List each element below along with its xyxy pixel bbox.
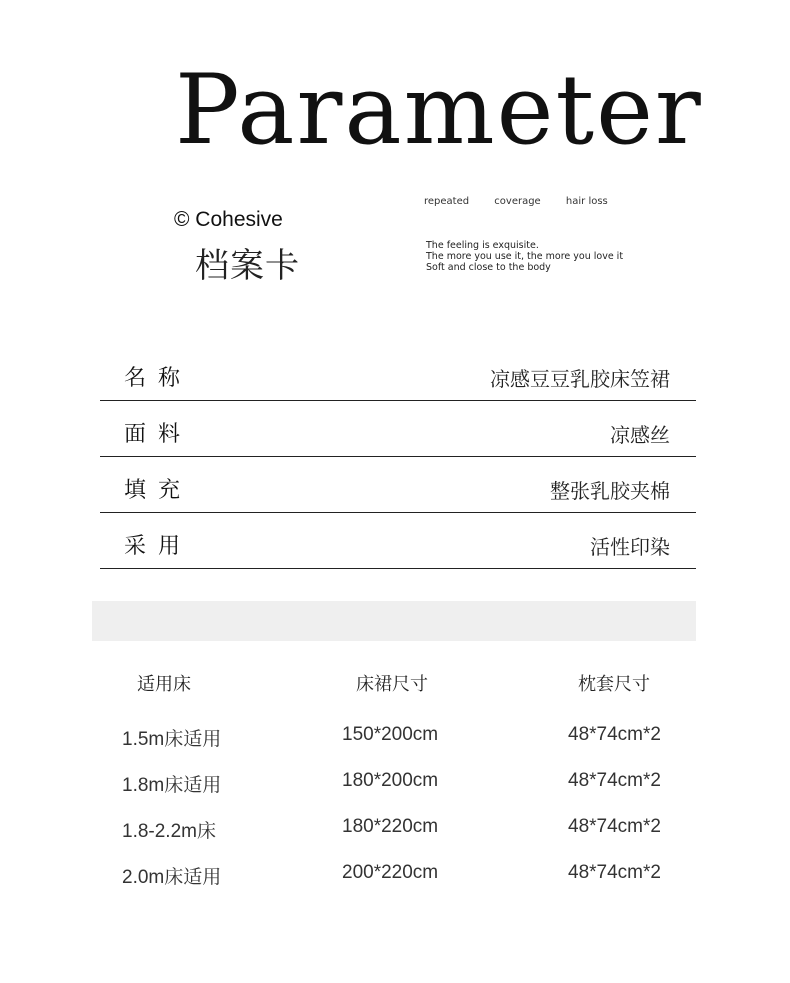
param-label: 填充 [124,478,193,503]
tag-repeated: repeated [424,196,470,207]
param-row-printing [100,513,696,569]
slogan-line: Soft and close to the body [426,262,551,273]
table-cell-pillowcase-size: 48*74cm*2 [568,724,661,745]
slogan-line: The feeling is exquisite. [426,240,539,251]
tag-hair-loss: hair loss [565,196,608,207]
param-label: 名称 [124,366,193,391]
table-cell-skirt-size: 180*220cm [342,816,439,837]
param-label: 采用 [124,534,193,559]
table-cell-skirt-size: 150*200cm [342,724,439,745]
param-row-filling [100,457,696,513]
table-cell-bed: 1.5m床适用 [122,729,222,750]
param-row-fabric [100,401,696,457]
table-row [0,716,790,762]
section-divider-bar [92,601,696,641]
column-header-pillowcase-size: 枕套尺寸 [578,674,650,694]
size-table-header [0,662,790,712]
parameter-table [100,345,696,569]
table-cell-skirt-size: 180*200cm [342,770,439,791]
column-header-skirt-size: 床裙尺寸 [356,674,428,694]
table-cell-bed: 1.8m床适用 [122,775,222,796]
size-table [0,662,790,900]
table-cell-pillowcase-size: 48*74cm*2 [568,770,661,791]
table-cell-pillowcase-size: 48*74cm*2 [568,816,661,837]
param-value: 凉感豆豆乳胶床笠裙 [490,367,670,391]
param-label: 面料 [124,422,193,447]
page-title: Parameter [175,54,703,166]
tag-coverage: coverage [494,196,541,207]
table-row [0,808,790,854]
table-cell-pillowcase-size: 48*74cm*2 [568,862,661,883]
param-value: 凉感丝 [610,423,670,447]
table-cell-skirt-size: 200*220cm [342,862,439,883]
table-row [0,854,790,900]
brand-subtitle: 档案卡 [195,246,300,286]
table-cell-bed: 1.8-2.2m床 [122,821,216,842]
tag-list [424,196,630,207]
slogan [426,240,623,273]
table-row [0,762,790,808]
param-value: 整张乳胶夹棉 [550,479,670,503]
param-value: 活性印染 [590,535,670,559]
slogan-line: The more you use it, the more you love it [426,251,624,262]
table-cell-bed: 2.0m床适用 [122,867,222,888]
column-header-bed: 适用床 [137,674,191,694]
param-row-name [100,345,696,401]
brand-name: © Cohesive [174,208,283,231]
